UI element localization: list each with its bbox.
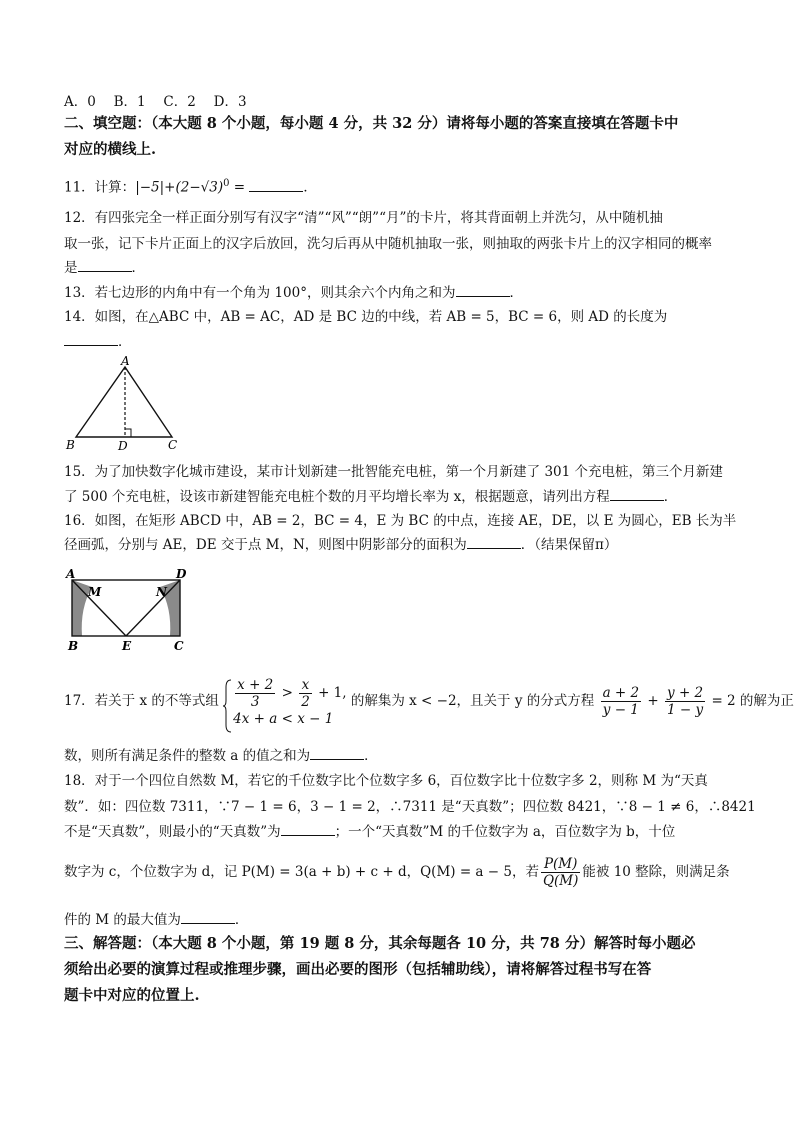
- question-11: 11．计算：$|-5|+(2-√3)^0$ = ．: [64, 178, 317, 196]
- answer-blank: [456, 284, 510, 297]
- question-18-line1: 18．对于一个四位自然数 M，若它的千位数字比个位数字多 6，百位数字比十位数字多 2，则称 M 为“天真: [64, 773, 708, 789]
- label-d: D: [176, 567, 187, 581]
- label-a: A: [66, 567, 76, 581]
- question-18-line2: 数”．如：四位数 7311，∵7 − 1 = 6，3 − 1 = 2，∴7311 是“天真数”；四位数 8421，∵8 − 1 ≠ 6，∴8421: [64, 799, 756, 815]
- answer-blank: [610, 488, 664, 501]
- question-16-line1: 16．如图，在矩形 ABCD 中，AB = 2，BC = 4，E 为 BC 的中点，连接 AE，DE，以 E 为圆心，EB 长为半: [64, 513, 737, 529]
- label-a: A: [121, 355, 130, 368]
- answer-blank: [64, 333, 118, 346]
- section2-heading-line2: 对应的横线上.: [64, 141, 157, 158]
- brace-icon: [223, 679, 232, 733]
- section3-heading-line2: 须给出必要的演算过程或推理步骤，画出必要的图形（包括辅助线），请将解答过程书写在答: [64, 961, 652, 978]
- section3-heading-line3: 题卡中对应的位置上.: [64, 987, 200, 1004]
- answer-blank: [78, 259, 132, 272]
- question-18-line3: 不是“天真数”，则最小的“天真数”为 ；一个“天真数”M 的千位数字为 a，百位数字为 b，十位: [64, 824, 676, 840]
- question-16-line2: 径画弧，分别与 AE，DE 交于点 M，N，则图中阴影部分的面积为 ．（结果保留π）: [64, 537, 618, 553]
- answer-blank: [281, 823, 335, 836]
- label-c: C: [174, 639, 184, 653]
- inequality-system: $\frac{x + 2}{3}$ > $\frac{x}{2}$ + 1, 4x + a < x − 1: [223, 677, 346, 727]
- question-15-line2: 了 500 个充电桩，设该市新建智能充电桩个数的月平均增长率为 x，根据题意，请列出方程 ．: [64, 489, 678, 505]
- label-d: D: [118, 439, 128, 453]
- label-b: B: [68, 639, 79, 653]
- question-18-line4: 数字为 c，个位数字为 d，记 P(M) = 3(a + b) + c + d，Q(M) = a − 5，若 $\frac{P(M)}{Q(M)}$ 能被 10 整除，则满足条: [64, 856, 730, 889]
- answer-blank: [467, 536, 521, 549]
- question-12-line2: 取一张，记下卡片正面上的汉字后放回，洗匀后再从中随机抽取一张，则抽取的两张卡片上的汉字相同的概率: [64, 236, 712, 252]
- answer-blank: [249, 179, 303, 192]
- rectangle-figure: [60, 566, 200, 658]
- triangle-figure: [60, 355, 190, 455]
- question-15-line1: 15．为了加快数字化城市建设，某市计划新建一批智能充电桩，第一个月新建了 301 个充电桩，第三个月新建: [64, 464, 724, 480]
- q10-choices: A．0 B．1 C．2 D．3: [64, 94, 247, 110]
- right-angle-mark: [125, 429, 131, 437]
- answer-blank: [181, 911, 235, 924]
- label-n: N: [156, 585, 167, 599]
- question-12-line3: 是 ．: [64, 260, 145, 276]
- label-c: C: [168, 438, 178, 452]
- section3-heading-line1: 三、解答题：（本大题 8 个小题，第 19 题 8 分，其余每题各 10 分，共 78 分）解答时每小题必: [64, 935, 696, 952]
- label-e: E: [122, 639, 132, 653]
- answer-blank: [310, 747, 364, 760]
- question-13: 13．若七边形的内角中有一个角为 100°，则其余六个内角之和为 ．: [64, 285, 523, 301]
- question-17-line1: 17．若关于 x 的不等式组 $\frac{x + 2}{3}$ > $\frac{x}{2}$ + 1, 4x + a < x − 1 的解集为 x < −2，且关于 y 的分式方程 $\frac{a + 2}{y - 1}$ + $\frac{y + 2}{1 - y}$ = 2 的解为正: [64, 672, 734, 730]
- q11-expression: |−5|+(2−√3): [135, 179, 224, 196]
- question-12-line1: 12．有四张完全一样正面分别写有汉字“清”“风”“朗”“月”的卡片，将其背面朝上并洗匀，从中随机抽: [64, 210, 663, 226]
- section2-heading-line1: 二、填空题：（本大题 8 个小题，每小题 4 分，共 32 分）请将每小题的答案直接填在答题卡中: [64, 115, 679, 132]
- question-14-line1: 14．如图，在△ABC 中，AB = AC，AD 是 BC 边的中线，若 AB = 5，BC = 6，则 AD 的长度为: [64, 309, 668, 325]
- label-m: M: [88, 585, 102, 599]
- triangle-abc: [76, 367, 172, 437]
- question-14-line2: ．: [64, 332, 734, 352]
- label-b: B: [66, 438, 75, 452]
- question-18-line5: 件的 M 的最大值为 ．: [64, 912, 249, 928]
- question-17-line2: 数，则所有满足条件的整数 a 的值之和为 ．: [64, 748, 378, 764]
